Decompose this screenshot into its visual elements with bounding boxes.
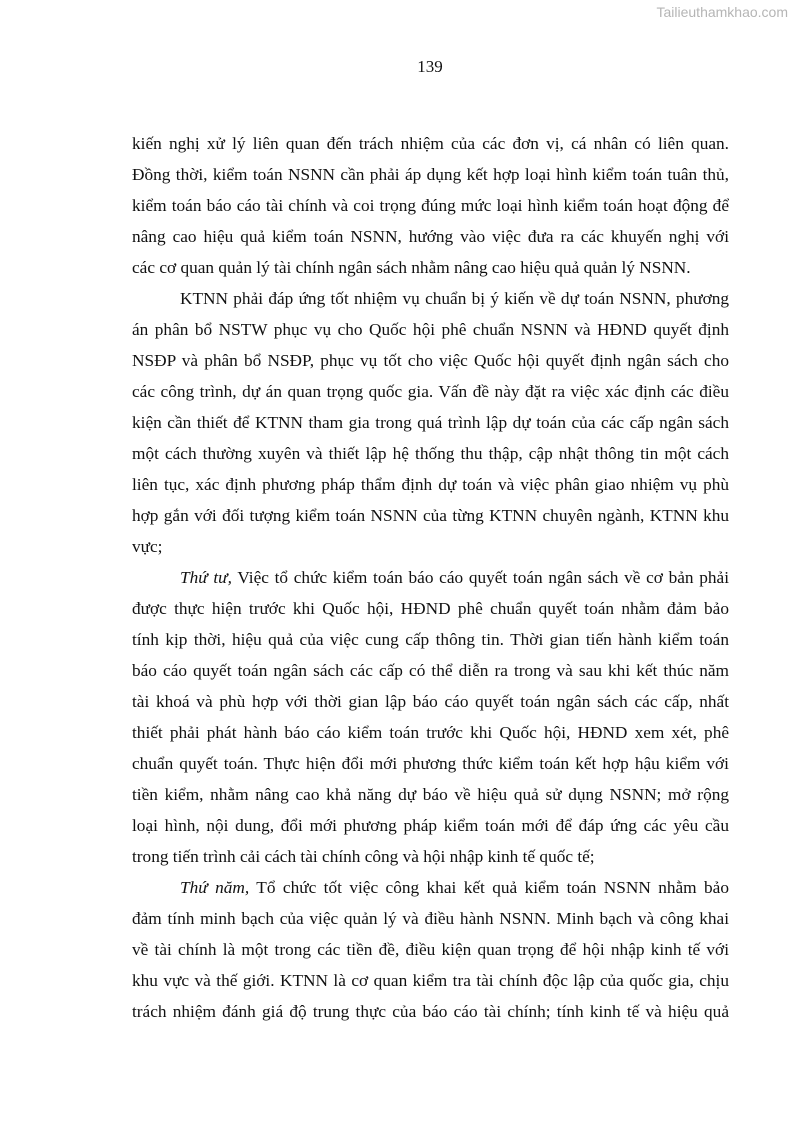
line-text: các công trình, dự án quan trọng quốc gia. Vấn đề này đặt ra việc xác định các điều (132, 382, 729, 401)
line-text: Việc tổ chức kiểm toán báo cáo quyết toán ngân sách về cơ bản phải (237, 568, 729, 587)
line-text: kiến nghị xử lý liên quan đến trách nhiệm của các đơn vị, cá nhân có liên quan. (132, 134, 729, 153)
text-line (132, 841, 729, 872)
text-line (132, 469, 729, 500)
line-text: Tổ chức tốt việc công khai kết quả kiểm toán NSNN nhằm bảo (256, 878, 729, 897)
line-text: một cách thường xuyên và thiết lập hệ thống thu thập, cập nhật thông tin một cách (132, 444, 729, 463)
italic-lead: Thứ tư, (180, 568, 232, 587)
text-line (132, 903, 729, 934)
text-line (132, 965, 729, 996)
line-text: về tài chính là một trong các tiền đề, điều kiện quan trọng để hội nhập kinh tế với (132, 940, 729, 959)
line-text: tính kịp thời, hiệu quả của việc cung cấp thông tin. Thời gian tiến hành kiểm toán (132, 630, 729, 649)
text-line (132, 748, 729, 779)
line-text: Đồng thời, kiểm toán NSNN cần phải áp dụng kết hợp loại hình kiểm toán tuân thủ, (132, 165, 729, 184)
text-line (132, 531, 729, 562)
text-line (132, 190, 729, 221)
line-text: án phân bổ NSTW phục vụ cho Quốc hội phê chuẩn NSNN và HĐND quyết định (132, 320, 729, 339)
text-line (132, 624, 729, 655)
text-line (132, 655, 729, 686)
text-line (132, 593, 729, 624)
text-line (132, 128, 729, 159)
document-body (132, 128, 729, 1027)
paragraph (132, 128, 729, 283)
text-line (132, 717, 729, 748)
text-line (132, 996, 729, 1027)
page-number: 139 (417, 57, 443, 76)
line-text: khu vực và thế giới. KTNN là cơ quan kiểm tra tài chính độc lập của quốc gia, chịu (132, 971, 729, 990)
line-text: đảm tính minh bạch của việc quản lý và điều hành NSNN. Minh bạch và công khai (132, 909, 729, 928)
text-line (132, 779, 729, 810)
line-text: thiết phải phát hành báo cáo kiểm toán trước khi Quốc hội, HĐND xem xét, phê (132, 723, 729, 742)
italic-lead: Thứ năm, (180, 878, 250, 897)
text-line (132, 934, 729, 965)
line-text: liên tục, xác định phương pháp thẩm định dự toán và việc phân giao nhiệm vụ phù (132, 475, 729, 494)
text-line (132, 159, 729, 190)
text-line (132, 438, 729, 469)
text-line (132, 221, 729, 252)
text-line (132, 407, 729, 438)
line-text: NSĐP và phân bổ NSĐP, phục vụ tốt cho việc Quốc hội quyết định ngân sách cho (132, 351, 729, 370)
line-text: các cơ quan quản lý tài chính ngân sách nhằm nâng cao hiệu quả quản lý NSNN. (132, 258, 691, 277)
line-text: báo cáo quyết toán ngân sách các cấp có thể diễn ra trong và sau khi kết thúc năm (132, 661, 729, 680)
line-text: tài khoá và phù hợp với thời gian lập báo cáo quyết toán ngân sách các cấp, nhất (132, 692, 729, 711)
paragraph (132, 283, 729, 562)
line-text: trong tiến trình cải cách tài chính công và hội nhập kinh tế quốc tế; (132, 847, 595, 866)
line-text: vực; (132, 537, 163, 556)
text-line (132, 314, 729, 345)
line-text: loại hình, nội dung, đổi mới phương pháp kiểm toán mới để đáp ứng các yêu cầu (132, 816, 729, 835)
line-text: tiền kiểm, nhằm nâng cao khả năng dự báo về hiệu quả sử dụng NSNN; mở rộng (132, 785, 729, 804)
text-line (132, 562, 729, 593)
line-text: được thực hiện trước khi Quốc hội, HĐND phê chuẩn quyết toán nhằm đảm bảo (132, 599, 729, 618)
line-text: hợp gắn với đối tượng kiểm toán NSNN của từng KTNN chuyên ngành, KTNN khu (132, 506, 729, 525)
text-line (132, 283, 729, 314)
watermark: Tailieuthamkhao.com (656, 4, 788, 20)
paragraph (132, 562, 729, 872)
line-text: trách nhiệm đánh giá độ trung thực của báo cáo tài chính; tính kinh tế và hiệu quả (132, 1002, 729, 1021)
line-text: kiện cần thiết để KTNN tham gia trong quá trình lập dự toán của các cấp ngân sách (132, 413, 729, 432)
line-text: nâng cao hiệu quả kiểm toán NSNN, hướng vào việc đưa ra các khuyến nghị với (132, 227, 729, 246)
line-text: KTNN phải đáp ứng tốt nhiệm vụ chuẩn bị ý kiến về dự toán NSNN, phương (180, 289, 729, 308)
text-line (132, 810, 729, 841)
text-line (132, 345, 729, 376)
text-line (132, 872, 729, 903)
line-text: chuẩn quyết toán. Thực hiện đổi mới phương thức kiểm toán kết hợp hậu kiểm với (132, 754, 729, 773)
text-line (132, 252, 729, 283)
text-line (132, 500, 729, 531)
paragraph (132, 872, 729, 1027)
text-line (132, 376, 729, 407)
text-line (132, 686, 729, 717)
line-text: kiểm toán báo cáo tài chính và coi trọng đúng mức loại hình kiểm toán hoạt động để (132, 196, 729, 215)
